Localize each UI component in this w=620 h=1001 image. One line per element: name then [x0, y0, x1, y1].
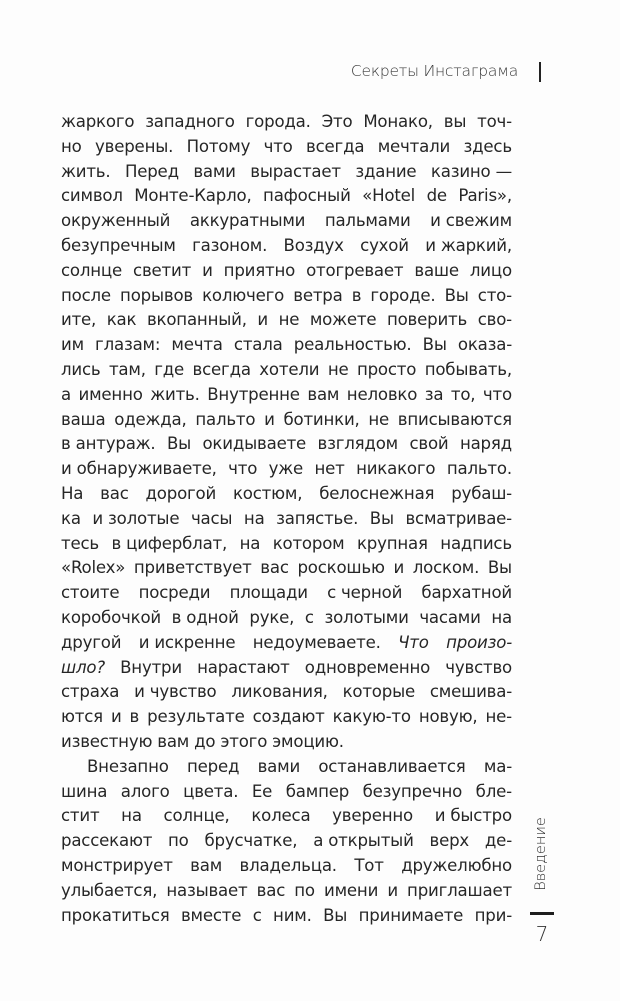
word: и: [257, 310, 268, 330]
section-label: [531, 810, 551, 898]
word: окидываете: [202, 434, 307, 454]
word: рассекают: [61, 831, 153, 851]
text-line: [61, 408, 512, 433]
word: в антураж.: [61, 434, 156, 454]
text-line: [61, 308, 512, 333]
word: котором: [272, 533, 345, 553]
text-line: [61, 209, 512, 234]
word: западного: [145, 112, 235, 131]
word: руке,: [249, 607, 295, 627]
text-line: [61, 358, 512, 383]
word: жить.: [61, 161, 111, 181]
word: Ее: [251, 781, 273, 801]
word: Что: [398, 632, 429, 652]
word: казино —: [430, 161, 512, 181]
word: городе.: [370, 285, 436, 305]
word: стит: [61, 806, 100, 826]
word: Внутри: [120, 657, 182, 677]
word: пальмами: [324, 211, 411, 231]
text-line: [61, 333, 512, 358]
word: уверены.: [95, 136, 174, 156]
word: эмоцию.: [272, 731, 344, 751]
word: рубаш-: [451, 483, 512, 503]
word: Это: [321, 112, 353, 131]
word: не: [278, 310, 300, 330]
word: порывов: [120, 285, 193, 305]
word: называет: [166, 880, 248, 900]
word: другой: [61, 632, 122, 652]
word: принимаете: [358, 905, 464, 925]
text-line: [61, 556, 512, 581]
word: приятно: [223, 260, 296, 280]
word: костюм,: [232, 483, 303, 503]
word: недоумеваете.: [252, 632, 381, 652]
text-line: [61, 606, 512, 631]
word: жить.: [150, 384, 200, 404]
word: сухой: [360, 235, 409, 255]
word: вам: [157, 731, 190, 751]
running-head-divider: [539, 62, 541, 82]
running-head-title: Секреты Инстаграма: [350, 62, 518, 80]
word: глазам:: [95, 335, 161, 355]
word: с: [304, 607, 314, 627]
word: и жаркий,: [425, 235, 512, 255]
word: лись: [61, 359, 101, 379]
word: известную: [61, 731, 153, 751]
word: не: [327, 359, 349, 379]
word: города.: [245, 112, 311, 131]
text-line: [61, 829, 512, 854]
word: всегда: [192, 359, 251, 379]
word: вас: [256, 880, 286, 900]
word: по: [168, 831, 189, 851]
text-line: [61, 656, 512, 681]
word: бархатной: [421, 583, 512, 603]
word: Paris»,: [458, 186, 512, 206]
word: дружелюбно: [401, 855, 512, 875]
word: золотыми: [324, 607, 409, 627]
word: нарастают: [197, 657, 290, 677]
word: на: [491, 607, 512, 627]
word: оказа-: [457, 335, 512, 355]
word: бампер: [285, 781, 350, 801]
word: вписываются: [397, 409, 512, 429]
word: ма-: [483, 756, 512, 776]
word: отогревает: [306, 260, 404, 280]
text-line: [61, 780, 512, 805]
text-line: [61, 581, 512, 606]
word: брусчатке,: [204, 831, 298, 851]
word: колючего: [202, 285, 285, 305]
word: до: [194, 731, 216, 751]
word: уверенно: [332, 806, 413, 826]
word: бле-: [475, 781, 512, 801]
word: «Rolex»: [61, 558, 126, 578]
word: что: [482, 384, 512, 404]
word: вам: [190, 855, 223, 875]
word: ботинки,: [283, 409, 360, 429]
word: газоном.: [192, 235, 268, 255]
word: наряд: [459, 434, 512, 454]
word: там,: [108, 359, 146, 379]
word: но: [61, 136, 82, 156]
word: верх: [429, 831, 470, 851]
word: пальто: [195, 409, 256, 429]
text-line: [61, 854, 512, 879]
word: свой: [409, 434, 449, 454]
word: мечтали: [377, 136, 451, 156]
word: символ: [61, 186, 123, 206]
word: шло?: [61, 657, 105, 677]
text-line: [61, 160, 512, 185]
text-line: [61, 730, 512, 755]
word: за: [424, 384, 444, 404]
word: а: [61, 384, 71, 404]
word: надпись: [440, 533, 512, 553]
word: безупречно: [362, 781, 463, 801]
word: здание: [355, 161, 417, 181]
word: владельца.: [239, 855, 337, 875]
word: часами: [419, 607, 481, 627]
word: Вы: [422, 335, 447, 355]
text-line: [61, 135, 512, 160]
word: результате: [147, 707, 245, 727]
word: с черной: [327, 583, 403, 603]
word: ются: [61, 707, 103, 727]
word: Воздух: [283, 235, 344, 255]
word: на: [239, 533, 261, 553]
word: ите,: [61, 310, 97, 330]
word: Вы: [323, 905, 348, 925]
word: Потому: [186, 136, 251, 156]
text-line: [61, 432, 512, 457]
word: одежда,: [114, 409, 187, 429]
word: аккуратными: [189, 211, 306, 231]
word: не: [368, 409, 390, 429]
word: приглашает: [407, 880, 512, 900]
text-line: [61, 234, 512, 259]
word: в: [129, 707, 140, 727]
word: тесь: [61, 533, 99, 553]
word: крупная: [356, 533, 428, 553]
word: всматривае-: [405, 508, 512, 528]
word: дорогой: [145, 483, 217, 503]
word: Вы: [444, 285, 469, 305]
word: часы: [190, 508, 233, 528]
word: и: [110, 707, 122, 727]
word: улыбается,: [61, 880, 158, 900]
word: хотели: [259, 359, 320, 379]
text-line: [61, 631, 512, 656]
word: коробочкой: [61, 607, 162, 627]
word: Монте-Карло,: [134, 186, 252, 206]
text-line: [61, 755, 512, 780]
word: вы: [443, 112, 467, 131]
word: приветствует: [133, 558, 252, 578]
word: пафосный: [263, 186, 351, 206]
word: и чувство: [134, 682, 217, 702]
word: после: [61, 285, 111, 305]
word: лицо: [469, 260, 512, 280]
word: сво-: [477, 310, 512, 330]
word: Вы: [487, 558, 512, 578]
word: не-: [485, 707, 512, 727]
word: где: [154, 359, 185, 379]
text-line: [61, 259, 512, 284]
word: вам: [307, 384, 340, 404]
word: безупречным: [61, 235, 176, 255]
word: что: [263, 136, 293, 156]
word: и: [387, 880, 398, 900]
word: цвета.: [183, 781, 239, 801]
word: создают: [252, 707, 325, 727]
word: колеса: [251, 806, 311, 826]
word: вкопанный,: [146, 310, 247, 330]
text-line: [61, 532, 512, 557]
word: стала: [233, 335, 283, 355]
word: никакого: [356, 459, 436, 479]
word: поверить: [386, 310, 468, 330]
word: смешива-: [429, 682, 512, 702]
word: уже: [268, 459, 304, 479]
word: этого: [220, 731, 268, 751]
word: посреди: [138, 583, 211, 603]
word: ветра: [293, 285, 343, 305]
word: можете: [309, 310, 377, 330]
word: роскошью: [297, 558, 385, 578]
section-label-text: Введение: [533, 817, 549, 891]
word: на: [243, 508, 265, 528]
word: останавливается: [318, 756, 466, 776]
word: площади: [229, 583, 308, 603]
word: с: [252, 905, 262, 925]
text-line: [61, 507, 512, 532]
word: чувство: [445, 657, 512, 677]
word: жаркого: [61, 112, 135, 131]
word: Вы: [369, 508, 394, 528]
text-line: [61, 804, 512, 829]
word: имени: [324, 880, 379, 900]
word: то,: [450, 384, 476, 404]
text-line: [61, 457, 512, 482]
word: и обнаруживаете,: [61, 459, 217, 479]
word: которые: [342, 682, 415, 702]
word: вырастает: [250, 161, 341, 181]
word: точ-: [477, 112, 512, 131]
word: одновременно: [304, 657, 431, 677]
word: вас: [100, 483, 129, 503]
word: де-: [484, 831, 512, 851]
word: а открытый: [313, 831, 414, 851]
word: всегда: [306, 136, 365, 156]
word: им: [61, 335, 84, 355]
word: стоите: [61, 583, 120, 603]
text-line: [61, 680, 512, 705]
word: Тот: [354, 855, 384, 875]
word: и: [264, 409, 275, 429]
word: сто-: [477, 285, 512, 305]
word: солнце,: [163, 806, 230, 826]
word: произо-: [446, 632, 512, 652]
body-text: [61, 110, 512, 928]
word: Перед: [124, 161, 179, 181]
word: Монако,: [363, 112, 433, 131]
word: в: [351, 285, 362, 305]
word: Внутренне: [207, 384, 300, 404]
word: ка: [61, 508, 81, 528]
word: прокатиться: [61, 905, 170, 925]
word: по: [294, 880, 315, 900]
text-line: [61, 482, 512, 507]
word: пальто.: [446, 459, 512, 479]
word: окруженный: [61, 211, 171, 231]
word: перед: [187, 756, 240, 776]
word: вами: [257, 756, 301, 776]
word: белоснежная: [319, 483, 435, 503]
word: ликования,: [231, 682, 328, 702]
text-line: [61, 705, 512, 730]
word: и искренне: [138, 632, 236, 652]
word: реальностью.: [293, 335, 412, 355]
word: шина: [61, 781, 108, 801]
word: как: [106, 310, 137, 330]
word: алого: [120, 781, 170, 801]
word: ним.: [273, 905, 312, 925]
word: и быстро: [434, 806, 512, 826]
text-line: [61, 904, 512, 929]
word: побывать,: [424, 359, 512, 379]
word: лоском.: [412, 558, 480, 578]
word: солнце: [61, 260, 123, 280]
word: светит: [133, 260, 192, 280]
word: именно: [78, 384, 143, 404]
word: и свежим: [430, 211, 512, 231]
word: нет: [314, 459, 345, 479]
text-line: [61, 184, 512, 209]
word: вас: [260, 558, 289, 578]
text-line: [61, 284, 512, 309]
word: что: [228, 459, 258, 479]
word: ваше: [414, 260, 459, 280]
word: «Hotel: [362, 186, 416, 206]
word: ваша: [61, 409, 106, 429]
word: в циферблат,: [111, 533, 228, 553]
word: монстрирует: [61, 855, 173, 875]
word: На: [61, 483, 84, 503]
text-line: [61, 879, 512, 904]
word: страха: [61, 682, 120, 702]
word: вместе: [180, 905, 242, 925]
word: и: [393, 558, 405, 578]
word: на: [121, 806, 142, 826]
word: de: [426, 186, 447, 206]
word: Внезапно: [87, 756, 169, 776]
word: новую,: [418, 707, 478, 727]
text-line: [61, 383, 512, 408]
word: неловко: [346, 384, 418, 404]
word: и: [202, 260, 213, 280]
word: в одной: [171, 607, 239, 627]
word: просто: [356, 359, 417, 379]
word: запястье.: [276, 508, 359, 528]
word: Вы: [166, 434, 192, 454]
word: какую-то: [332, 707, 411, 727]
page-number: 7: [535, 922, 549, 946]
text-line: [61, 110, 512, 135]
word: мечта: [171, 335, 223, 355]
word: и золотые: [92, 508, 180, 528]
folio-divider: [530, 912, 554, 915]
word: вами: [193, 161, 236, 181]
word: взглядом: [317, 434, 398, 454]
word: здесь: [463, 136, 512, 156]
word: при-: [474, 905, 512, 925]
